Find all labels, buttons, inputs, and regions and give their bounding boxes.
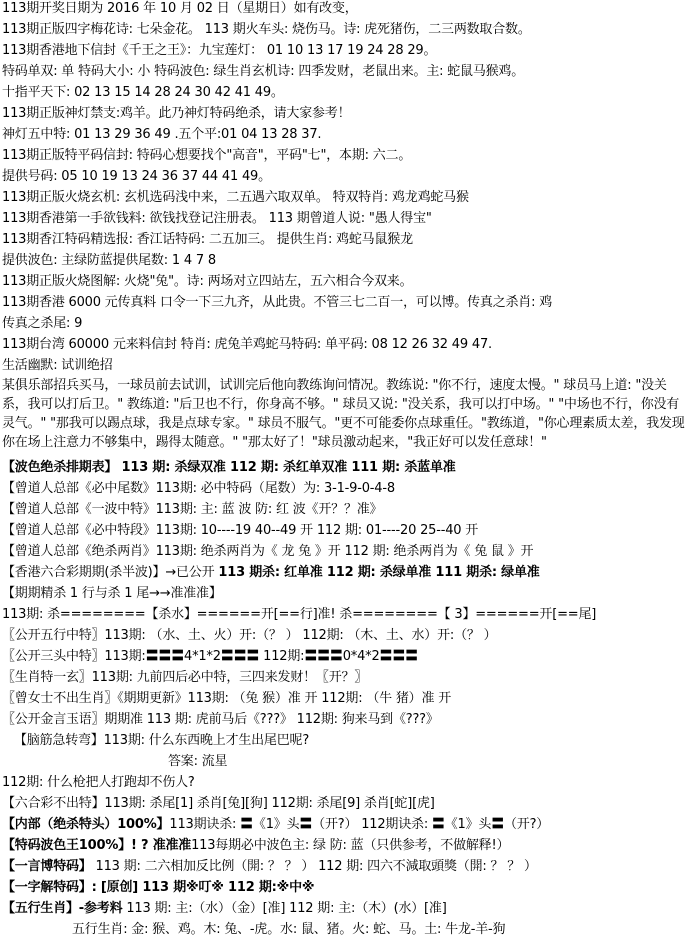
kill-two-zodiac-row: 【曾道人总部《绝杀两肖》113期: 绝杀两肖为《 龙 兔 》开 112 期: 绝杀两肖为《 兔 鼠 》开	[2, 544, 534, 559]
half-wave-title: 【香港六合彩期期(杀半波)】→已公开	[2, 565, 219, 580]
golden-words-row: 〖公开金言玉语〗期期准 113 期: 虎前马后《???》 112期: 狗来马到《???》	[2, 712, 439, 727]
internal-head-title: 【内部（绝杀特头）100%】	[2, 817, 170, 832]
special-envelope-line: 113期正版特平码信封: 特码心想要找个"高音"，平码"七"，本期: 六二。	[2, 148, 412, 163]
five-element-zodiac-row	[2, 901, 447, 916]
one-word-bet-row	[2, 859, 537, 874]
no-special-row: 【六合彩不出特】113期: 杀尾[1] 杀肖[兔][狗] 112期: 杀尾[9] 杀肖[蛇][虎]	[2, 796, 435, 811]
teaser-112-row: 112期: 什么枪把人打跑却不伤人?	[2, 775, 195, 790]
humor-heading: 生活幽默: 试训绝招	[2, 358, 113, 373]
must-segment-row: 【曾道人总部《必中特段》113期: 10----19 40--49 开 112 期: 01----20 25--40 开	[2, 523, 479, 538]
wave-king-row	[2, 838, 509, 853]
must-tail-row: 【曾道人总部《必中尾数》113期: 必中特码（尾数）为: 3-1-9-0-4-8	[2, 481, 395, 496]
plum-poem-line: 113期正版四字梅花诗: 七朵金花。 113 期火车头: 烧伤马。诗: 虎死猪伤，二三两数取合数。	[2, 22, 531, 37]
one-word-bet-values: 113 期: 二六相加反比例（開: ？ ？ ） 112 期: 四六不減取頭獎（開: ？ ？ ）	[91, 859, 537, 874]
one-char-values: 113 期※叮※ 112 期:※中※	[138, 880, 315, 895]
five-element-zodiac-title: 【五行生肖】-参考料	[2, 901, 123, 916]
color-kill-values: 113 期: 杀绿双准 112 期: 杀红单双准 111 期: 杀蓝单准	[117, 460, 456, 475]
humor-story: 某俱乐部招兵买马，一球员前去试训，试训完后他向教练询问情况。教练说: "你不行，速度太慢。" 球员马上道: "没关系，我可以打后卫。" 教练道: "后卫也不行，你身高不够。" 球员又说: "没关系，我可以打中场。" "中场也不行，你没有灵气。" "那我可以踢点球，我是点球专家。" 球员不服气。"更不可能委你点球重任。"教练道，"你心理素质太差，我发现你在场上注意力不够集中，踢得太随意。" "那太好了！"球员激动起来，"我正好可以发任意球！"	[2, 378, 685, 450]
five-element-zodiac-values: 113 期: 主:（水）（金）[准] 112 期: 主:（木）(水）[准]	[122, 901, 447, 916]
first-hand-line: 113期香港第一手欲钱料: 欲钱找登记注册表。 113 期曾道人说: "愚人得宝"	[2, 211, 432, 226]
lamp-five-line: 神灯五中特: 01 13 29 36 49 .五个平:01 04 13 28 37.	[2, 127, 322, 142]
kill-element-tail-row: 113期: 杀========【杀水】======开[==行]准! 杀========【 3】======开[==尾]	[2, 607, 597, 622]
ms-zeng-row: 〖曾女士不出生肖〗《期期更新》113期: （兔 猴）准 开 112期: （牛 猪）准 开	[2, 691, 452, 706]
internal-head-values: 113期诀杀: 〓《1》头〓（开?） 112期诀杀: 〓《1》头〓（开?）	[169, 817, 550, 832]
kill-element-tail-title: 【期期精杀 1 行与杀 1 尾→→准准准】	[2, 586, 222, 601]
three-heads-row: 〖公开三头中特〗113期:〓〓〓4*1*2〓〓〓 112期:〓〓〓0*4*2〓〓〓	[2, 649, 418, 664]
fax-kill-tail-line: 传真之杀尾: 9	[2, 316, 83, 331]
wave-king-marks: ! ? 准准准	[130, 838, 192, 853]
one-wave-row: 【曾道人总部《一波中特》113期: 主: 蓝 波 防: 红 波《开？？准》	[2, 502, 383, 517]
color-kill-title: 【波色绝杀排期表】	[2, 460, 118, 475]
internal-head-row	[2, 817, 549, 832]
zodiac-mystery-row: 〖生肖特一玄〗113期: 九前四后必中特，三四来发财！〖开？〗	[2, 670, 368, 685]
one-word-bet-title: 【一言博特码】	[2, 859, 92, 874]
lamp-ban-line: 113期正版神灯禁支:鸡羊。此乃神灯特码绝杀，请大家参考！	[2, 106, 351, 121]
element-zodiac-list: 五行生肖: 金: 猴、鸡。木: 兔、-虎。水: 鼠、猪。火: 蛇、马。土: 牛龙-羊-狗	[72, 922, 506, 937]
draw-date-line: 113期开奖日期为 2016 年 10 月 02 日（星期日）如有改变，	[2, 1, 358, 16]
color-tail-line: 提供波色: 主绿防蓝提供尾数: 1 4 7 8	[2, 253, 216, 268]
xiangjiang-line: 113期香江特码精选报: 香江话特码: 二五加三。 提供生肖: 鸡蛇马鼠猴龙	[2, 232, 413, 247]
ten-fingers-line: 十指平天下: 02 13 15 14 28 24 30 42 41 49。	[2, 85, 284, 100]
wave-king-title: 【特码波色王100%】	[2, 838, 131, 853]
wave-king-values: 113每期必中波色主: 绿 防: 蓝（只供参考，不做解释!）	[191, 838, 510, 853]
brain-teaser-row: 【脑筋急转弯】113期: 什么东西晚上才生出尾巴呢?	[14, 733, 310, 748]
taiwan-60000-line: 113期台湾 60000 元来料信封 特肖: 虎兔羊鸡蛇马特码: 单平码: 08 12 26 32 49 47.	[2, 337, 492, 352]
fire-riddle-line: 113期正版火烧玄机: 玄机选码浅中来，二五遇六取双单。 特双特肖: 鸡龙鸡蛇马猴	[2, 190, 469, 205]
fire-picture-line: 113期正版火烧图解: 火烧"兔"。诗: 两场对立四站左，五六相合今双来。	[2, 274, 413, 289]
provide-numbers-line: 提供号码: 05 10 19 13 24 36 37 44 41 49。	[2, 169, 271, 184]
fax-6000-line: 113期香港 6000 元传真料 口令一下三九齐，从此贵。不管三七二百一，可以博。传真之杀肖: 鸡	[2, 295, 553, 310]
answer-row: 答案: 流星	[168, 754, 228, 769]
odd-even-line: 特码单双: 单 特码大小: 小 特码波色: 绿生肖玄机诗: 四季发财，老鼠出来。主: 蛇鼠马猴鸡。	[2, 64, 525, 79]
hk-envelope-line: 113期香港地下信封《千王之王》：九宝莲灯： 01 10 13 17 19 24 28 29。	[2, 43, 437, 58]
half-wave-values: 113 期杀: 红单准 112 期: 杀绿单准 111 期杀: 绿单准	[218, 565, 540, 580]
half-wave-row	[2, 565, 540, 580]
color-kill-row	[2, 460, 456, 475]
five-elements-row: 〖公开五行中特〗113期: （水、土、火）开:（？ ） 112期: （木、土、水）开:（？ ）	[2, 628, 497, 643]
one-char-title: 【一字解特码】: [原创]	[2, 880, 139, 895]
one-char-row	[2, 880, 314, 895]
